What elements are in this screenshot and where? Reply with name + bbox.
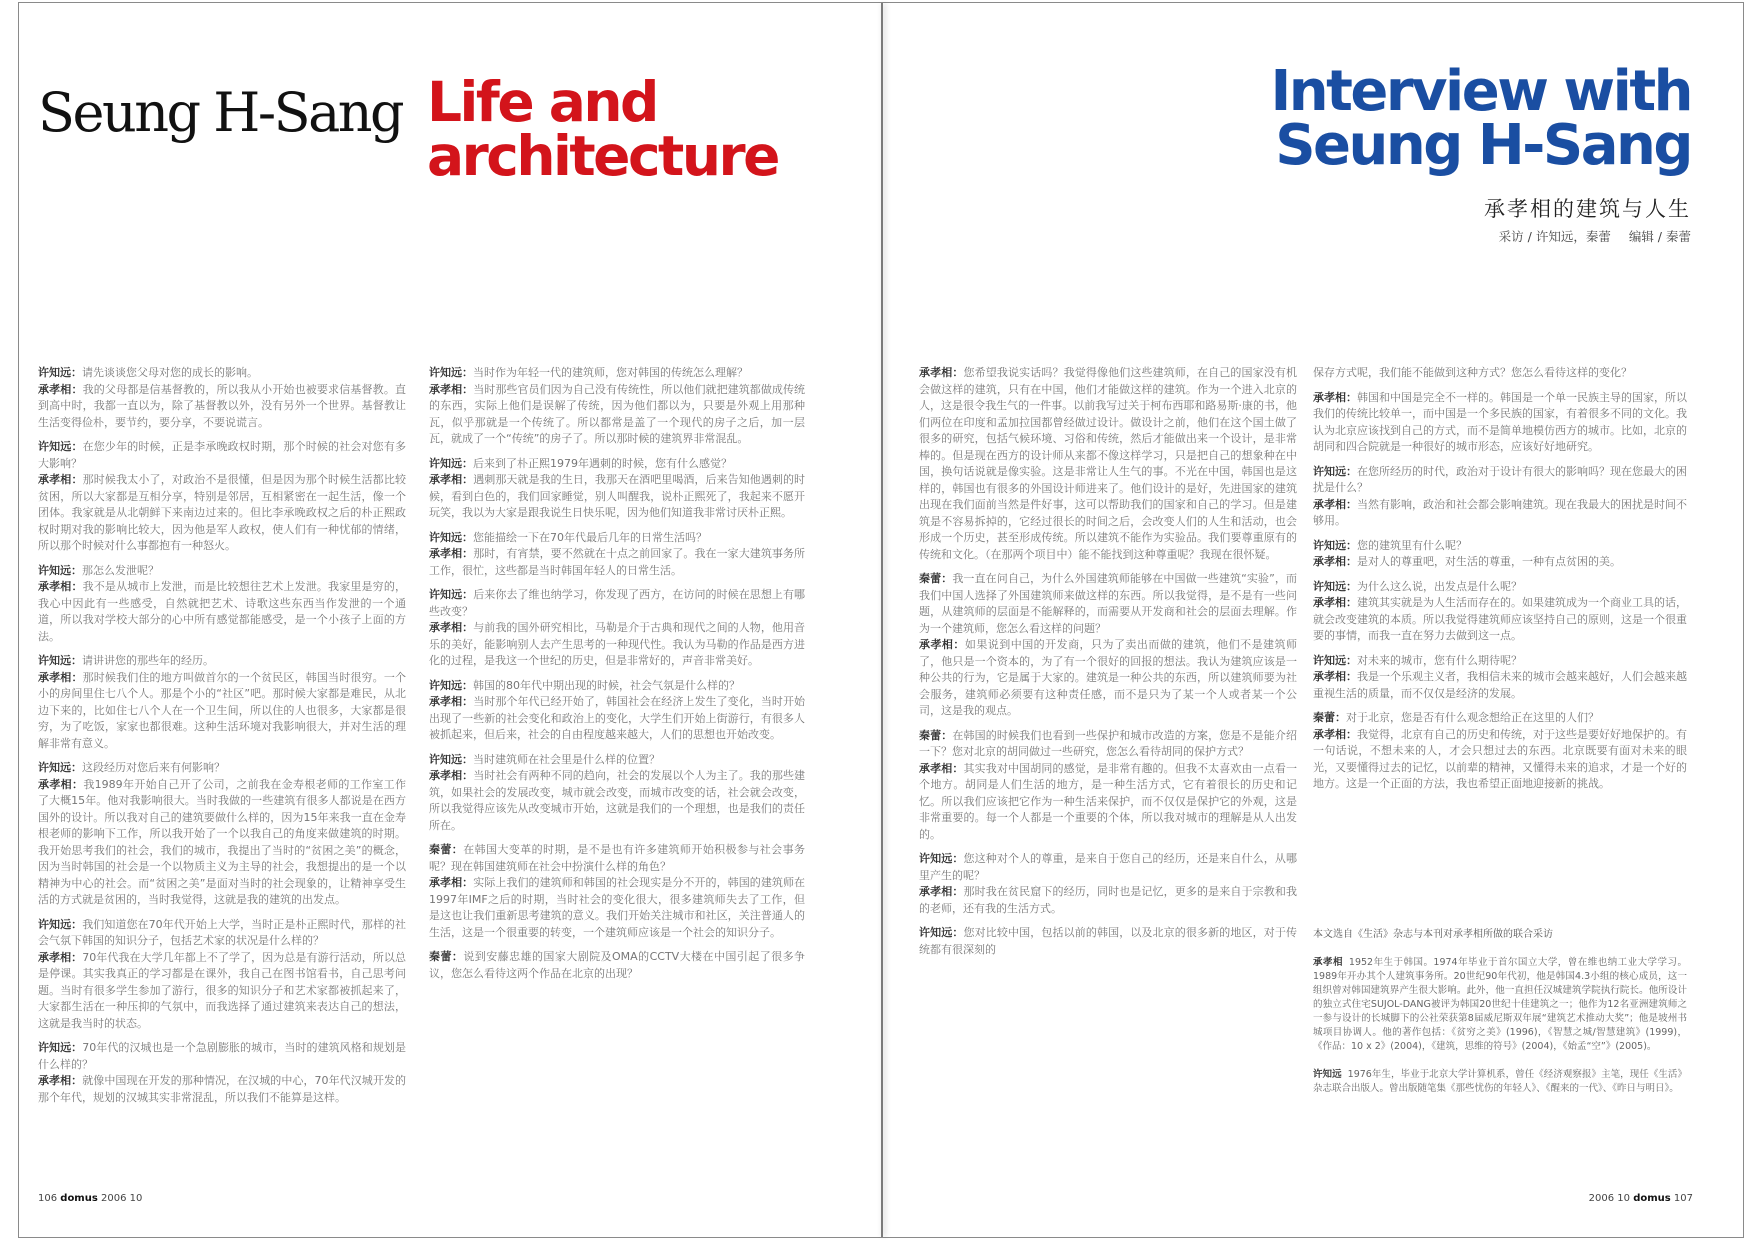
speaker-label: 许知远： [38, 654, 82, 667]
interview-answer [429, 620, 805, 670]
speaker-label: 许知远： [38, 366, 82, 379]
speaker-label: 许知远： [1313, 538, 1357, 552]
issue-date: 2006 10 [1588, 1193, 1630, 1204]
paragraph-text: 请先谈谈您父母对您的成长的影响。 [82, 366, 258, 379]
interview-question [38, 760, 406, 777]
interview-answer [919, 884, 1297, 917]
interview-answer [38, 950, 406, 1033]
name-title: Seung H-Sang [38, 81, 403, 144]
paragraph-text: 在韩国大变革的时期，是不是也有许多建筑师开始积极参与社会事务呢？现在韩国建筑师在社会中扮演什么样的角色？ [429, 843, 805, 873]
speaker-label: 秦蕾： [429, 950, 464, 963]
speaker-label: 承孝相： [429, 876, 474, 889]
speaker-label: 承孝相： [38, 670, 83, 684]
paragraph-text: 您的建筑里有什么呢？ [1357, 538, 1467, 552]
credits-editor: 编辑 / 秦蕾 [1628, 229, 1691, 244]
speaker-label: 许知远： [429, 456, 473, 470]
speaker-label: 承孝相： [1313, 390, 1357, 404]
paragraph-text: 当时社会有两种不同的趋向，社会的发展以个人为主了。我的那些建筑，如果社会的发展改变，城市就会改变，而城市改变的话，社会就会改变，所以我觉得应该先从改变城市开始，这就是我们的一个理想，也是我们的责任所在。 [429, 769, 806, 832]
interview-answer [429, 472, 805, 522]
interview-answer [429, 768, 805, 834]
interview-question [1313, 538, 1687, 555]
speaker-label: 承孝相： [1313, 670, 1357, 683]
interview-answer [38, 382, 406, 432]
source-note: 本文选自《生活》杂志与本刊对承孝相所做的联合采访 [1313, 929, 1553, 940]
interview-title-line-2: Seung H-Sang [1275, 113, 1691, 178]
speaker-label: 承孝相： [919, 761, 964, 775]
interview-answer [38, 670, 406, 753]
speaker-label: 承孝相： [429, 473, 474, 486]
paragraph-text: 您这种对个人的尊重，是来自于您自己的经历，还是来自什么，从哪里产生的呢？ [919, 852, 1298, 882]
title-line-1: Life and [427, 70, 657, 134]
credits [1485, 227, 1691, 245]
paragraph-text: 其实我对中国胡同的感觉，是非常有趣的。但我不太喜欢由一点看一个地方。胡同是人们生活的地方，是一种生活方式，它有着很长的历史和记忆。所以我们应该把它作为一种生活来保护，而不仅仅是保护它的外观，这是非常重要的。每一个人都是一个重要的个体，所以我对城市的理解是从人出发的。 [919, 761, 1298, 841]
page-number: 106 [38, 1193, 58, 1204]
interview-answer [429, 875, 805, 941]
speaker-label: 许知远： [38, 917, 83, 931]
paragraph-text: 那时，有宵禁，要不然就在十点之前回家了。我在一家大建筑事务所工作，很忙，这些都是当时韩国年轻人的日常生活。 [429, 547, 806, 577]
paragraph-text: 为什么这么说，出发点是什么呢？ [1357, 579, 1522, 593]
paragraph-text: 我们知道您在70年代开始上大学，当时正是朴正熙时代，那样的社会气氛下韩国的知识分子，包括艺术家的状况是什么样的？ [38, 917, 406, 947]
speaker-label: 许知远： [429, 530, 473, 544]
interview-answer [919, 365, 1297, 563]
interview-question [429, 949, 805, 982]
paragraph-text: 您能描绘一下在70年代最后几年的日常生活吗？ [473, 530, 707, 544]
interview-question [1313, 464, 1687, 497]
text-column-2 [429, 365, 805, 982]
interview-answer [38, 579, 406, 645]
paragraph-text: 您对比较中国，包括以前的韩国，以及北京的很多新的地区，对于传统都有很深刻的 [919, 926, 1298, 956]
speaker-label: 秦蕾： [919, 572, 953, 585]
folio-left [38, 1193, 142, 1204]
speaker-label: 承孝相： [429, 382, 474, 396]
interview-question [38, 563, 406, 580]
paragraph-text: 与前我的国外研究相比，马勒是介于古典和现代之间的人物，他用音乐的美好，能影响别人去产生思考的一种现代性。我认为马勒的作品是西方进化的过程，是我这一个世纪的历史，但是非常好的，声音非常美好。 [429, 621, 806, 667]
interview-question [1313, 653, 1687, 670]
interview-title-line-1: Interview with [1270, 59, 1691, 124]
speaker-label: 承孝相： [919, 366, 964, 379]
paragraph-text: 当时那些官员们因为自己没有传统性，所以他们就把建筑都做成传统的东西，实际上他们是误解了传统，因为他们都以为，只要是外观上用那种瓦，似乎那就是一个传统了。所以都常是盖了一个现代的房子之后，加一层瓦，就成了一个“传统”的房子了。所以那时候的建筑界非常混乱。 [429, 382, 806, 445]
speaker-label: 承孝相： [429, 547, 474, 560]
speaker-label: 承孝相： [919, 638, 965, 651]
interview-answer [1313, 669, 1687, 702]
text-column-1 [38, 365, 406, 1114]
paragraph-text: 说到安藤忠雄的国家大剧院及OMA的CCTV大楼在中国引起了很多争议，您怎么看待这两个作品在北京的出现？ [429, 950, 806, 980]
paragraph-text: 如果说到中国的开发商，只为了卖出而做的建筑，他们不是建筑师了，他只是一个资本的，为了有一个很好的回报的想法。我认为建筑应该是一种公共的行为，它是属于大家的。建筑是一种公共的东西，所以建筑师要为社会服务，建筑师必须要有这种责任感，而不是只为了某一个人或者某一个公司，这是我的观点。 [919, 638, 1297, 717]
speaker-label: 承孝相： [38, 580, 83, 593]
magazine-name: domus [1633, 1193, 1671, 1204]
interview-question [38, 439, 406, 472]
bio-text: 1952年生于韩国。1974年毕业于首尔国立大学，曾在维也纳工业大学学习。1989年开办其个人建筑事务所。20世纪90年代初，他是韩国4.3小组的核心成员，这一组织曾对韩国建筑界产生很大影响。此外，他一直担任汉城建筑学院执行院长。他所设计的独立式住宅SUJOL-DANG被评为韩国20世纪十佳建筑之一；他作为12名亚洲建筑师之一参与设计的长城脚下的公社荣获第8届威尼斯双年展“建筑艺术推动大奖”；他是坡州书城项目协调人。他的著作包括：《贫穷之美》(1996)，《智慧之城/智慧建筑》(1999)，《作品：10 x 2》(2004)，《建筑，思维的符号》(2004)，《始孟“空”》(2005)。 [1313, 957, 1687, 1052]
paragraph-text: 当时那个年代已经开始了，韩国社会在经济上发生了变化，当时开始出现了一些新的社会变化和政治上的变化，大学生们开始上街游行，有很多人被抓起来，但后来，社会的自由程度越来越大，人们的思想也开始改变。 [429, 695, 806, 741]
paragraph-text: 韩国和中国是完全不一样的。韩国是一个单一民族主导的国家，所以我们的传统比较单一，而中国是一个多民族的国家，有着很多不同的文化。我认为北京应该找到自己的方式，而不是简单地模仿西方的城市。比如，北京的胡同和四合院就是一种很好的城市形态，应该好好地研究。 [1313, 390, 1687, 453]
speaker-label: 承孝相： [429, 621, 474, 634]
paragraph-text: 那时我在贫民窟下的经历，同时也是记忆，更多的是来自于宗教和我的老师，还有我的生活方式。 [919, 885, 1298, 915]
interview-answer [429, 546, 805, 579]
interview-answer [919, 637, 1297, 720]
interview-question [429, 752, 805, 769]
interview-question [1313, 710, 1687, 727]
speaker-label: 承孝相： [919, 885, 964, 898]
interview-title [1270, 59, 1691, 178]
speaker-label: 承孝相： [1313, 555, 1357, 568]
paragraph-text: 在韩国的时候我们也看到一些保护和城市改造的方案，您是不是能介绍一下？您对北京的胡同做过一些研究，您怎么看待胡同的保护方式？ [919, 728, 1298, 758]
interview-question [38, 1040, 406, 1073]
bio-xu-zhiyuan [1313, 1068, 1687, 1096]
paragraph-text: 对于北京，您是否有什么观念想给正在这里的人们？ [1346, 711, 1599, 724]
interview-question [919, 728, 1297, 761]
paragraph-text: 我的父母都是信基督教的，所以我从小开始也被要求信基督教。直到高中时，我都一直以为，除了基督教以外，没有另外一个世界。基督教让生活变得俭朴，要节约，要分享，不要说谎言。 [38, 382, 406, 429]
interview-answer [1313, 727, 1687, 793]
magazine-name: domus [60, 1193, 98, 1204]
speaker-label: 承孝相： [429, 695, 474, 708]
interview-question [429, 456, 805, 473]
interview-answer [1313, 497, 1687, 530]
speaker-label: 承孝相： [38, 473, 83, 486]
speaker-label: 许知远： [38, 761, 82, 774]
paragraph-text: 建筑其实就是为人生活而存在的。如果建筑成为一个商业工具的话，就会改变建筑的本质。所以我觉得建筑师应该坚持自己的原则，这是一个很重要的事情，而我一直在努力去做到这一点。 [1313, 596, 1687, 642]
speaker-label: 许知远： [429, 678, 473, 692]
speaker-label: 承孝相： [38, 950, 83, 964]
speaker-label: 许知远： [429, 588, 474, 601]
interview-answer [1313, 390, 1687, 456]
magazine-spread [18, 2, 1744, 1238]
speaker-label: 承孝相： [1313, 727, 1357, 741]
speaker-label: 许知远： [38, 440, 83, 453]
paragraph-text: 那时候我们住的地方叫做首尔的一个贫民区，韩国当时很穷。一个小的房间里住七八个人。那是个小的“社区”吧。那时候大家都是难民，从北边下来的，比如住七八个人在一个卫生间，所以住的人也很多，大家都是很穷，为了吃饭，家家也都很难。这种生活环境对我影响很大，并对生活的理解非常有意义。 [38, 670, 406, 750]
speaker-label: 承孝相： [38, 382, 83, 396]
interview-question [919, 571, 1297, 637]
interview-question [919, 925, 1297, 958]
issue-date: 2006 10 [101, 1193, 143, 1204]
paragraph-text: 当时建筑师在社会里是什么样的位置？ [473, 752, 660, 766]
paragraph-text: 70年代我在大学几年都上不了学了，因为总是有游行活动，所以总是停课。其实我真正的学习都是在课外，我自己在图书馆看书，自己思考问题。当时有很多学生参加了游行，很多的知识分子和艺术家都被抓起来了，大家都生活在一种压抑的气氛中，而我选择了通过建筑来表达自己的想法，这就是我当时的状态。 [38, 950, 406, 1030]
credits-interview: 采访 / 许知远，秦蕾 [1498, 229, 1611, 244]
bio-name: 承孝相 [1313, 957, 1343, 968]
speaker-label: 秦蕾： [919, 728, 953, 742]
speaker-label: 许知远： [429, 752, 473, 766]
folio-right [1589, 1193, 1693, 1204]
interview-question [38, 917, 406, 950]
bio-name: 许知远 [1313, 1069, 1342, 1080]
speaker-label: 承孝相： [1313, 596, 1357, 609]
speaker-label: 许知远： [1313, 653, 1357, 667]
paragraph-text: 后来到了朴正熙1979年遇刺的时候，您有什么感觉？ [473, 456, 732, 470]
speaker-label: 秦蕾： [429, 843, 464, 856]
page-number: 107 [1673, 1193, 1693, 1204]
paragraph-text: 我一直在问自己，为什么外国建筑师能够在中国做一些建筑“实验”，而我们中国人选择了外国建筑师来做这样的东西。所以我觉得，是不是有一些问题，从建筑师的层面是不能解释的，而需要从开发商和社会的层面去理解。作为一个建筑师，您怎么看这样的问题？ [919, 572, 1297, 635]
paragraph-text: 70年代的汉城也是一个急剧膨胀的城市，当时的建筑风格和规划是什么样的？ [38, 1041, 406, 1071]
bio-seung-h-sang [1313, 956, 1687, 1054]
title-line-2: architecture [427, 124, 778, 188]
paragraph-text: 我1989年开始自己开了公司，之前我在金寿根老师的工作室工作了大概15年。他对我影响很大。当时我做的一些建筑有很多人都说是在西方国外的设计。所以我对自己的建筑要做什么样的，因为15年来我一直在金寿根老师的影响下工作，所以我开始了一个以我自己的角度来做建筑的时期。我开始思考我们的社会，我们的城市，我提出了当时的“贫困之美”的概念，因为当时韩国的社会是一个以物质主义为主导的社会，我想提出的是一个以精神为中心的社会。而“贫困之美”是面对当时的社会现象的，让精神享受生活的方式就是贫困的，当时我觉得，这就是我的建筑的出发点。 [38, 777, 407, 906]
interview-question [38, 365, 406, 382]
speaker-label: 承孝相： [38, 1074, 83, 1087]
interview-answer [429, 382, 805, 448]
speaker-label: 承孝相： [38, 777, 84, 791]
interview-answer [1313, 595, 1687, 645]
speaker-label: 许知远： [1313, 579, 1357, 593]
paragraph-text: 当然有影响，政治和社会都会影响建筑。现在我最大的困扰是时间不够用。 [1313, 497, 1687, 527]
paragraph-text: 实际上我们的建筑师和韩国的社会现实是分不开的，韩国的建筑师在1997年IMF之后的时期，当时社会的变化很大，很多建筑师失去了工作，但是这也让我们重新思考建筑的意义。我们开始关注城市和社区，关注普通人的生活，这是一个很重要的转变，一个建筑师应该是一个社会的知识分子。 [429, 876, 806, 939]
interview-question [919, 851, 1297, 884]
paragraph-text: 这段经历对您后来有何影响？ [82, 761, 225, 774]
interview-question [429, 842, 805, 875]
article-title-english [427, 70, 778, 188]
interview-answer [38, 777, 406, 909]
paragraph-text: 韩国的80年代中期出现的时候，社会气氛是什么样的？ [473, 678, 740, 692]
interview-question [429, 587, 805, 620]
paragraph-text: 请讲讲您的那些年的经历。 [82, 654, 214, 667]
paragraph-text: 就像中国现在开发的那种情况，在汉城的中心，70年代汉城开发的那个年代，规划的汉城其实非常混乱，所以我们不能算是这样。 [38, 1074, 406, 1104]
paragraph-text: 那时候我太小了，对政治不是很懂，但是因为那个时候生活都比较贫困，所以大家都是互相分享，特别是邻居，互相紧密在一起生活，像一个团体。我家就是从北朝鲜下来南边过来的。但比李承晚政权之后的朴正熙政权时期对我的影响比较大，因为他是军人政权，使人们有一种忧郁的情绪，所以那个时候对什么事都抱有一种怒火。 [38, 473, 406, 552]
interview-question [429, 365, 805, 382]
speaker-label: 承孝相： [1313, 497, 1357, 511]
chinese-subtitle: 承孝相的建筑与人生 [1484, 197, 1691, 221]
paragraph-text: 保存方式呢，我们能不能做到这种方式？您怎么看待这样的变化？ [1313, 366, 1632, 379]
paragraph-text: 是对人的尊重吧，对生活的尊重，一种有点贫困的美。 [1357, 555, 1621, 568]
interview-answer [919, 761, 1297, 844]
paragraph-text: 您希望我说实话吗？我觉得像他们这些建筑师，在自己的国家没有机会做这样的建筑，只有在中国，他们才能做这样的建筑。作为一个进入北京的人，这是很令我生气的一件事。以前我写过关于柯布西耶和路易斯·康的书，他们两位在印度和孟加拉国都曾经做过设计。做设计之前，他们在这个国土做了很多的研究，包括气候环境、习俗和传统，然后才能做出来一个设计，是非常棒的。但是现在西方的设计师从来都不像这样学习，只是把自己的想象种在中国，换句话说就是像实验。这是非常让人生气的事。不光在中国，韩国也是这样的，韩国也有很多的外国设计师进来了。他们设计的是好，先进国家的建筑出现在我们面前当然是件好事，这可以帮助我们的国家和自己的学习。但是建筑是不容易拆掉的，它经过很长的时间之后，会改变人们的人生和活动，也会形成一个历史，甚至形成传统。所以建筑不能作为实验品。我们要尊重原有的传统和文化。（在那两个项目中）能不能找到这种尊重呢？我现在很怀疑。 [919, 366, 1298, 561]
interview-question [429, 530, 805, 547]
speaker-label: 许知远： [919, 926, 964, 939]
speaker-label: 许知远： [38, 563, 82, 577]
speaker-label: 许知远： [919, 852, 964, 865]
interview-question [429, 678, 805, 695]
speaker-label: 秦蕾： [1313, 711, 1346, 724]
paragraph-text: 那怎么发泄呢？ [82, 563, 159, 577]
text-column-4 [1313, 365, 1687, 801]
paragraph-text: 我是一个乐观主义者，我相信未来的城市会越来越好，人们会越来越重视生活的质量，而不仅仅是经济的发展。 [1313, 670, 1687, 700]
interview-answer [38, 472, 406, 555]
interview-answer [1313, 365, 1687, 382]
interview-question [38, 653, 406, 670]
article-endmatter [1313, 928, 1687, 1096]
paragraph-text: 我觉得，北京有自己的历史和传统，对于这些是要好好地保护的。有一句话说，不想未来的人，才会只想过去的东西。北京既要有面对未来的眼光，又要懂得过去的记忆，以前辈的精神，又懂得未来的追求，才是一个好的地方。这是一个正面的方法，我也希望正面地迎接新的挑战。 [1313, 727, 1687, 790]
speaker-label: 许知远： [429, 366, 473, 379]
text-column-3 [919, 365, 1297, 958]
speaker-label: 承孝相： [429, 769, 474, 782]
speaker-label: 许知远： [1313, 464, 1357, 478]
paragraph-text: 遇刺那天就是我的生日，我那天在酒吧里喝酒，后来告知他遇刺的时候，看到白色的，我们回家睡觉，别人叫醒我，说朴正熙死了，我起来不愿开玩笑，我以为大家是跟我说生日快乐呢，因为他们知道我非常讨厌朴正熙。 [429, 473, 806, 519]
bio-text: 1976年生，毕业于北京大学计算机系，曾任《经济观察报》主笔，现任《生活》杂志联合出版人。曾出版随笔集《那些忧伤的年轻人》、《醒来的一代》、《昨日与明日》。 [1313, 1069, 1687, 1094]
interview-answer [429, 694, 805, 744]
paragraph-text: 我不是从城市上发泄，而是比较想往艺术上发泄。我家里是穷的，我心中因此有一些感受，自然就把艺术、诗歌这些东西当作发泄的一个通道，所以我对学校大部分的心中所有感觉都能感受，是一个小孩子上面的方法。 [38, 580, 406, 643]
paragraph-text: 在您少年的时候，正是李承晚政权时期，那个时候的社会对您有多大影响？ [38, 440, 406, 470]
interview-question [1313, 579, 1687, 596]
paragraph-text: 后来你去了维也纳学习，你发现了西方，在访问的时候在思想上有哪些改变？ [429, 588, 806, 618]
paragraph-text: 在您所经历的时代，政治对于设计有很大的影响吗？现在您最大的困扰是什么？ [1313, 464, 1687, 494]
speaker-label: 许知远： [38, 1041, 83, 1054]
page-spine [881, 3, 883, 1237]
interview-answer [1313, 554, 1687, 571]
paragraph-text: 对未来的城市，您有什么期待呢？ [1357, 653, 1522, 667]
interview-answer [38, 1073, 406, 1106]
paragraph-text: 当时作为年轻一代的建筑师，您对韩国的传统怎么理解？ [473, 366, 748, 379]
